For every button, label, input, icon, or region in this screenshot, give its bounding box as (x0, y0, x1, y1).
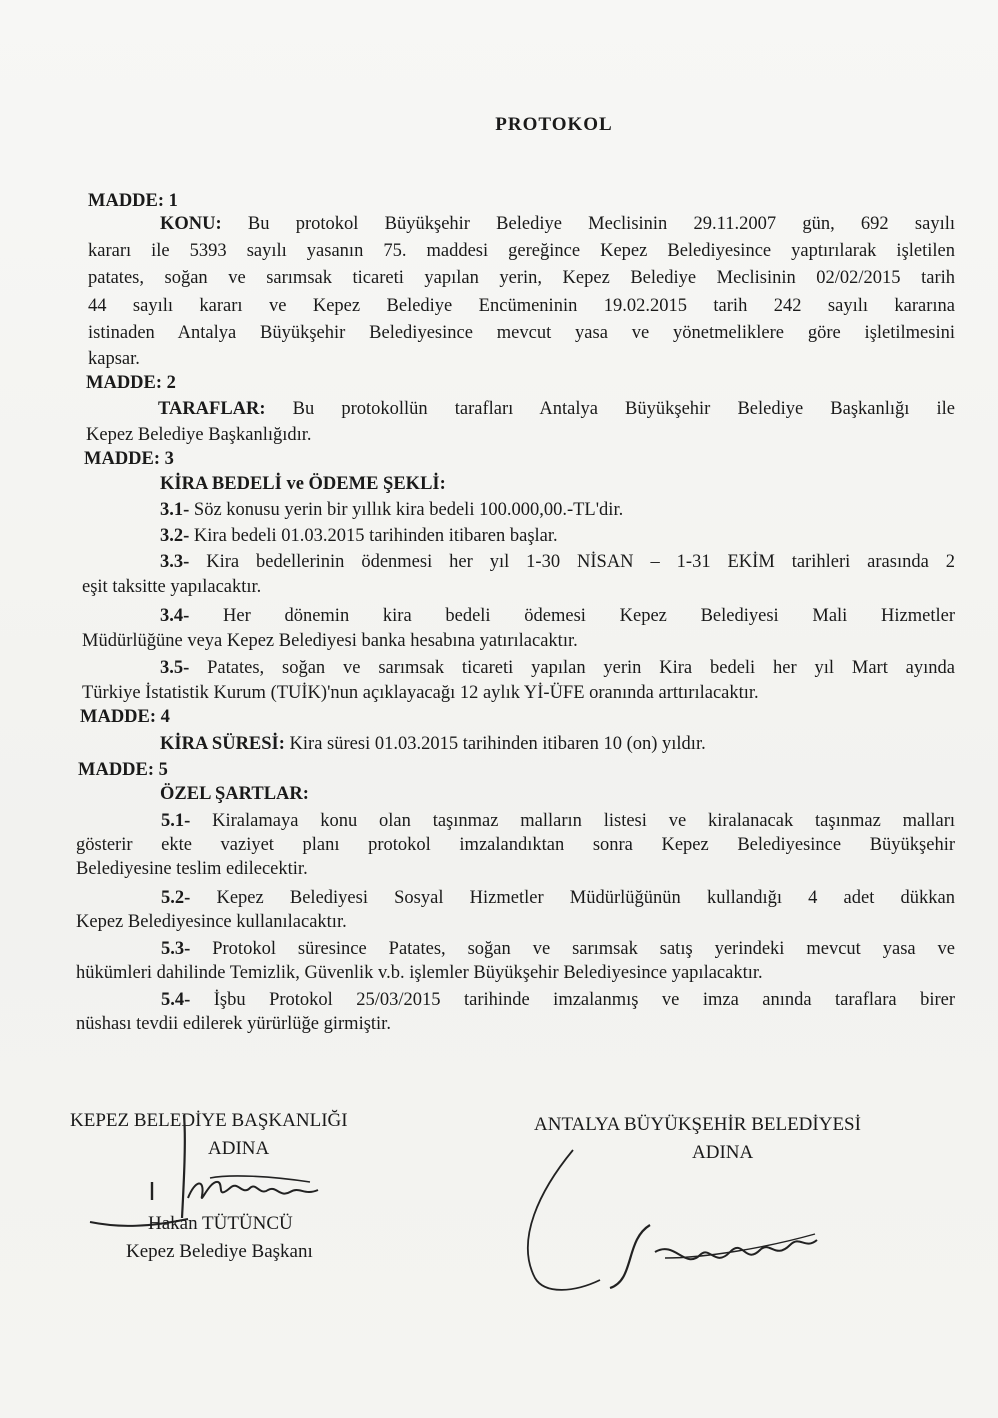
madde-3-item-4-line-2: Müdürlüğüne veya Kepez Belediyesi banka hesabına yatırılacaktır. (82, 631, 578, 651)
signature-right-scribble (505, 1140, 835, 1305)
madde-5-item-3-line-1 (76, 938, 955, 960)
madde-5-item-4-line-2: nüshası tevdii edilerek yürürlüğe girmiştir. (76, 1014, 391, 1034)
kira-suresi-label: KİRA SÜRESİ: (160, 734, 285, 754)
item-number: 3.5- (160, 658, 190, 678)
madde-3-heading: MADDE: 3 (84, 449, 174, 469)
madde-3-item-5-line-2: Türkiye İstatistik Kurum (TUİK)'nun açıklayacağı 12 aylık Yİ-ÜFE oranında arttırılacaktır. (82, 683, 759, 703)
item-text: İşbu Protokol 25/03/2015 tarihinde imzalanmış ve imza anında taraflara birer (213, 990, 955, 1010)
madde-4-heading: MADDE: 4 (80, 707, 170, 727)
madde-5-item-3-line-2: hükümleri dahilinde Temizlik, Güvenlik v.b. işlemler Büyükşehir Belediyesince yapılacaktır. (76, 963, 763, 983)
madde-5-item-1-line-3: Belediyesine teslim edilecektir. (76, 859, 308, 879)
taraflar-label: TARAFLAR: (158, 399, 266, 419)
madde-1-konu-line-6: kapsar. (88, 349, 140, 369)
madde-5-item-4-line-1 (76, 989, 955, 1011)
signature-left-role: Kepez Belediye Başkanı (126, 1241, 313, 1262)
madde-5-heading: MADDE: 5 (78, 760, 168, 780)
madde-2-taraflar-line-1 (86, 398, 955, 420)
signature-left-adina: ADINA (208, 1138, 270, 1159)
item-number: 3.3- (160, 552, 190, 572)
item-text: Her dönemin kira bedeli ödemesi Kepez Belediyesi Mali Hizmetler (223, 606, 955, 626)
signature-right-org: ANTALYA BÜYÜKŞEHİR BELEDİYESİ (534, 1114, 861, 1135)
item-text: Patates, soğan ve sarımsak ticareti yapılan yerin Kira bedeli her yıl Mart ayında (207, 658, 955, 678)
signature-left-name: Hakan TÜTÜNCÜ (148, 1213, 293, 1234)
madde-1-konu-line-5: istinaden Antalya Büyükşehir Belediyesince mevcut yasa ve yönetmeliklere göre işletilmesini (88, 323, 955, 343)
item-number: 3.1- (160, 500, 190, 520)
signature-right-adina: ADINA (692, 1142, 754, 1163)
madde-1-konu-line-1 (88, 213, 955, 235)
madde-1-konu-line-3: patates, soğan ve sarımsak ticareti yapılan yerin, Kepez Belediye Meclisinin 02/02/2015 tarih (88, 268, 955, 288)
madde-5-item-2-line-2: Kepez Belediyesince kullanılacaktır. (76, 912, 347, 932)
konu-label: KONU: (160, 214, 222, 234)
madde-1-konu-line-4: 44 sayılı kararı ve Kepez Belediye Encümeninin 19.02.2015 tarih 242 sayılı kararına (88, 296, 955, 316)
item-text: Protokol süresince Patates, soğan ve sarımsak satış yerindeki mevcut yasa ve (212, 939, 956, 959)
madde-1-konu-line-2: kararı ile 5393 sayılı yasanın 75. maddesi gereğince Kepez Belediyesince yaptırılarak işletilen (88, 241, 955, 261)
item-number: 3.4- (160, 606, 190, 626)
madde-5-item-2-line-1 (76, 887, 955, 909)
document-title: PROTOKOL (495, 114, 613, 135)
madde-4-sure (160, 733, 706, 755)
madde-5-item-1-line-2: gösterir ekte vaziyet planı protokol imzalandıktan sonra Kepez Belediyesince Büyükşehir (76, 835, 955, 855)
madde-3-item-5-line-1 (82, 657, 955, 679)
kira-suresi-text: Kira süresi 01.03.2015 tarihinden itibaren 10 (on) yıldır. (289, 734, 706, 754)
item-number: 5.4- (161, 990, 191, 1010)
item-number: 5.3- (161, 939, 191, 959)
madde-2-taraflar-line-2: Kepez Belediye Başkanlığıdır. (86, 425, 312, 445)
madde-1-heading: MADDE: 1 (88, 191, 178, 211)
item-text: Kira bedellerinin ödenmesi her yıl 1-30 NİSAN – 1-31 EKİM tarihleri arasında 2 (206, 552, 955, 572)
item-number: 5.2- (161, 888, 191, 908)
madde-3-item-3-line-1 (82, 551, 955, 573)
madde-3-item-4-line-1 (82, 605, 955, 627)
item-number: 3.2- (160, 526, 190, 546)
madde-3-item-2 (160, 525, 558, 547)
madde-5-subheading: ÖZEL ŞARTLAR: (160, 784, 309, 804)
item-text: Kiralamaya konu olan taşınmaz malların listesi ve kiralanacak taşınmaz malları (212, 811, 956, 831)
item-text: Kepez Belediyesi Sosyal Hizmetler Müdürlüğünün kullandığı 4 adet dükkan (216, 888, 955, 908)
madde-3-subheading: KİRA BEDELİ ve ÖDEME ŞEKLİ: (160, 474, 446, 494)
madde-5-item-1-line-1 (76, 810, 955, 832)
madde-3-item-3-line-2: eşit taksitte yapılacaktır. (82, 577, 262, 597)
konu-text-1: Bu protokol Büyükşehir Belediye Meclisinin 29.11.2007 gün, 692 sayılı (247, 214, 955, 234)
madde-3-item-1 (160, 499, 623, 521)
signature-left-org: KEPEZ BELEDİYE BAŞKANLIĞI (70, 1110, 348, 1131)
madde-2-heading: MADDE: 2 (86, 373, 176, 393)
item-number: 5.1- (161, 811, 191, 831)
taraflar-text-1: Bu protokollün tarafları Antalya Büyükşehir Belediye Başkanlığı ile (292, 399, 955, 419)
item-text: Söz konusu yerin bir yıllık kira bedeli 100.000,00.-TL'dir. (193, 500, 624, 520)
item-text: Kira bedeli 01.03.2015 tarihinden itibaren başlar. (193, 526, 558, 546)
